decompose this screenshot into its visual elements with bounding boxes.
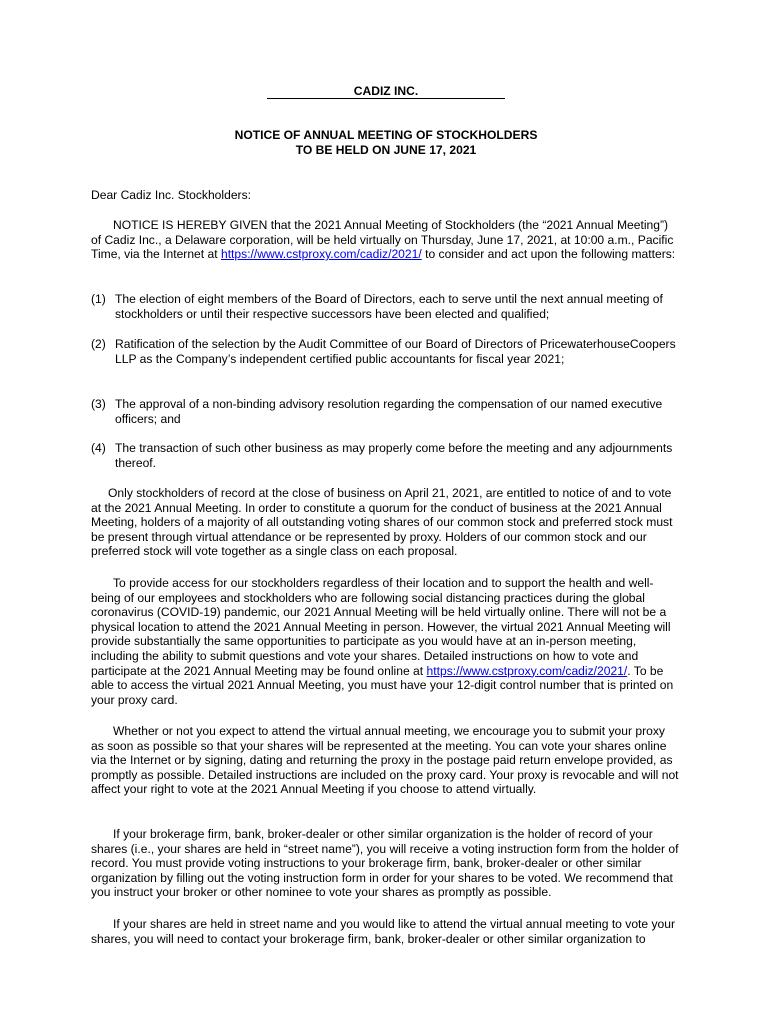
matter-number: (4) [91,441,106,455]
intro-text: NOTICE IS HEREBY GIVEN that the 2021 Annual Meeting of Stockholders (the “2021 Annual Meeting”) of Cadiz Inc., a Delaware corporation, will be held virtually on Thursday, June 17, 2021, at 10:00 a.m., Pacific Time, via the Internet at [91,218,674,262]
matter-text: The approval of a non-binding advisory resolution regarding the compensation of our named executive officers; and [115,397,663,426]
matter-text: Ratification of the selection by the Audit Committee of our Board of Directors of PricewaterhouseCoopers LLP as the Company’s independent certified public accountants for fiscal year 2021; [115,337,676,366]
matter-text: The transaction of such other business as may properly come before the meeting and any adjournments thereof. [115,441,673,470]
street-name-paragraph: If your shares are held in street name and you would like to attend the virtual annual meeting to vote your shares, you will need to contact your brokerage firm, bank, broker-dealer or other similar organization to [91,917,676,946]
virtual-meeting-text-end: . To be able to access the virtual 2021 Annual Meeting, you must have your 12-digit control number that is printed on your proxy card. [91,663,674,707]
notice-subtitle: TO BE HELD ON JUNE 17, 2021 [295,143,477,157]
matter-item [91,397,681,426]
title-divider [267,98,505,99]
greeting: Dear Cadiz Inc. Stockholders: [91,188,251,202]
virtual-meeting-paragraph [91,576,681,707]
matter-number: (2) [91,337,106,351]
virtual-meeting-url-link[interactable]: https://www.cstproxy.com/cadiz/2021/ [426,663,628,678]
proxy-paragraph: Whether or not you expect to attend the virtual annual meeting, we encourage you to submit your proxy as soon as possible so that your shares will be represented at the meeting. You can vote your shares online via the Internet or by signing, dating and returning the proxy in the postage paid return envelope provided, as promptly as possible. Detailed instructions are included on the proxy card. Your proxy is revocable and will not affect your right to vote at the 2021 Annual Meeting if you choose to attend virtually. [91,724,679,797]
virtual-meeting-text: To provide access for our stockholders regardless of their location and to support the health and well-being of our employees and stockholders who are following social distancing practices during the global coronavirus (COVID-19) pandemic, our 2021 Annual Meeting will be held virtually online. There will not be a physical location to attend the 2021 Annual Meeting in person. However, the virtual 2021 Annual Meeting will provide substantially the same opportunities to participate as you would have at an in-person meeting, including the ability to submit questions and vote your shares. Detailed instructions on how to vote and participate at the 2021 Annual Meeting may be found online at [91,576,671,678]
matter-item [91,292,681,321]
matter-item [91,441,681,470]
matter-number: (3) [91,397,106,411]
intro-text-end: to consider and act upon the following matters: [421,247,676,262]
intro-paragraph [91,218,681,262]
brokerage-paragraph: If your brokerage firm, bank, broker-dealer or other similar organization is the holder of record of your shares (i.e., your shares are held in “street name”), you will receive a voting instruction form from the holder of record. You must provide voting instructions to your brokerage firm, bank, broker-dealer or other similar organization by filling out the voting instruction form in order for your shares to be voted. We recommend that you instruct your broker or other nominee to vote your shares as promptly as possible. [91,827,679,900]
matter-item [91,337,681,366]
company-name: CADIZ INC. [353,84,419,98]
record-date-paragraph: Only stockholders of record at the close of business on April 21, 2021, are entitled to notice of and to vote at the 2021 Annual Meeting. In order to constitute a quorum for the conduct of business at the 2021 Annual Meeting, holders of a majority of all outstanding voting shares of our common stock and preferred stock must be present through virtual attendance or be represented by proxy. Holders of our common stock and our preferred stock will vote together as a single class on each proposal. [91,486,673,559]
meeting-url-link[interactable]: https://www.cstproxy.com/cadiz/2021/ [220,247,422,262]
notice-title: NOTICE OF ANNUAL MEETING OF STOCKHOLDERS [234,128,538,142]
matter-text: The election of eight members of the Board of Directors, each to serve until the next annual meeting of stockholders or until their respective successors have been elected and qualified; [115,292,663,321]
matter-number: (1) [91,292,106,306]
